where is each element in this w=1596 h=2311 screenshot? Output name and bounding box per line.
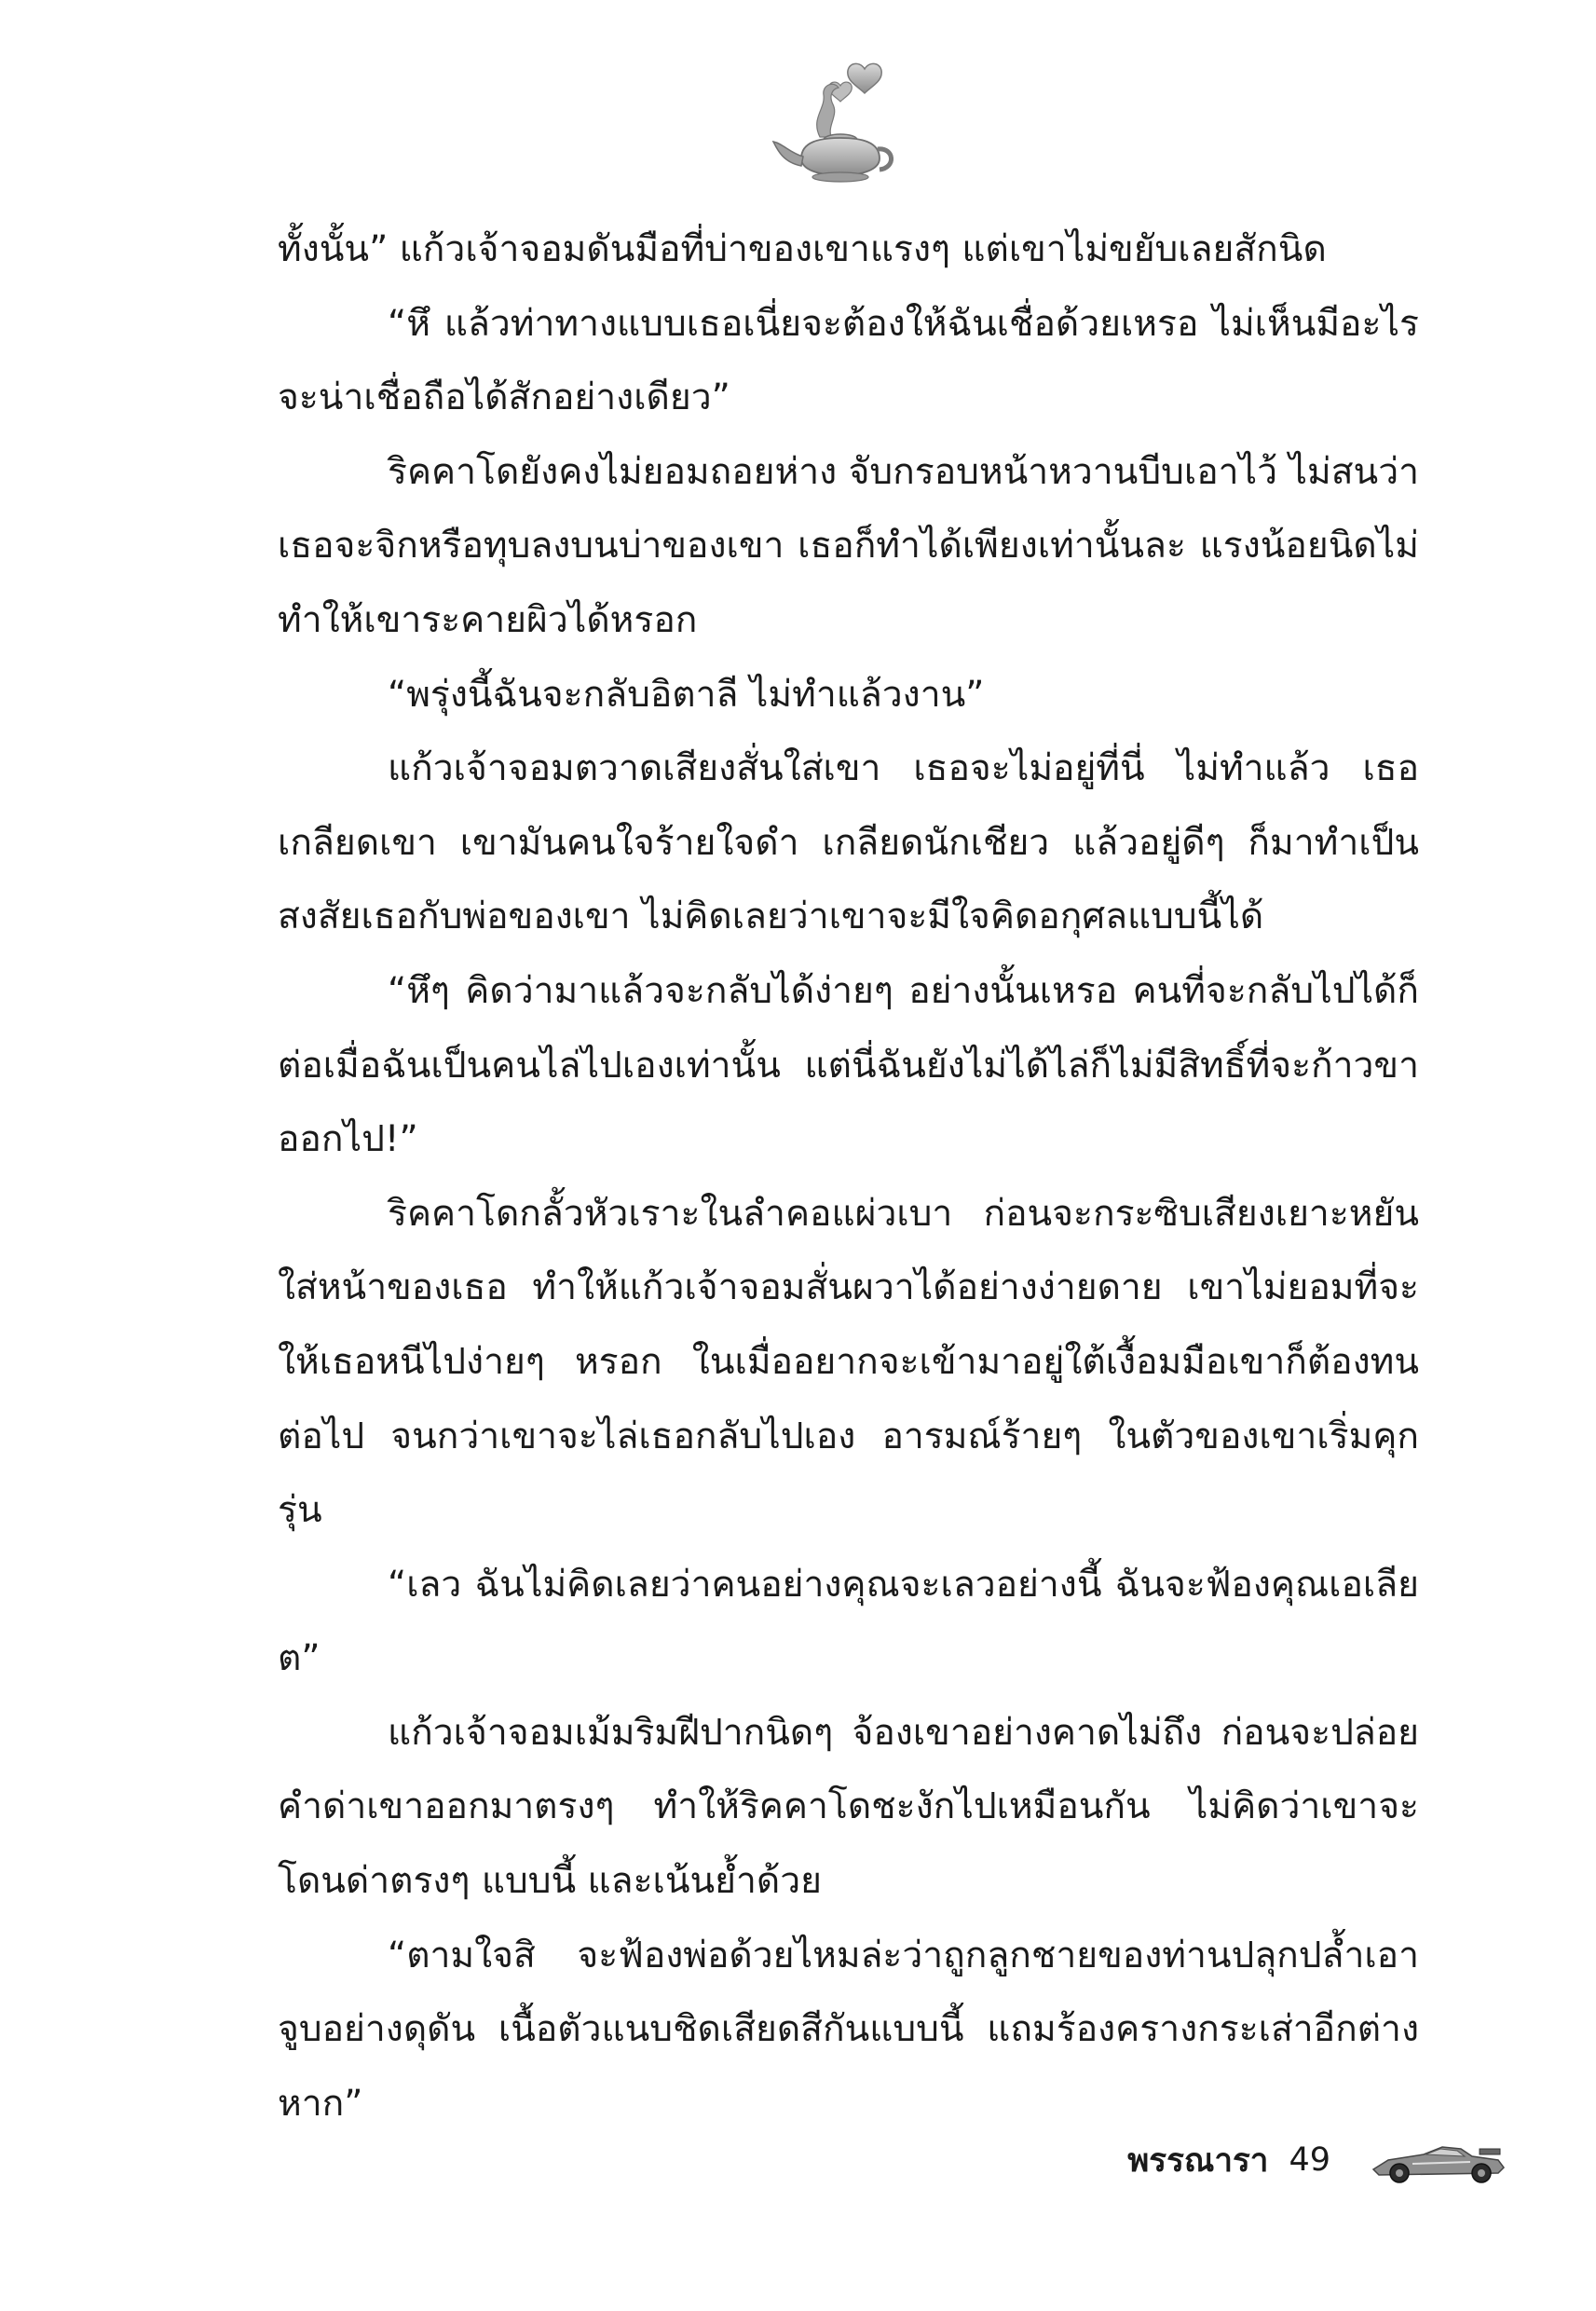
paragraph: “ตามใจสิ จะฟ้องพ่อด้วยไหมล่ะว่าถูกลูกชายของท่านปลุกปล้ำเอาจูบอย่างดุดัน เนื้อตัวแนบชิดเสียดสีกันแบบนี้ แถมร้องครางกระเส่าอีกต่างหาก” [278,1934,1419,2125]
paragraph: แก้วเจ้าจอมเม้มริมฝีปากนิดๆ จ้องเขาอย่างคาดไม่ถึง ก่อนจะปล่อยคำด่าเขาออกมาตรงๆ ทำให้ริคคาโดชะงักไปเหมือนกัน ไม่คิดว่าเขาจะโดนด่าตรงๆ แบบนี้ และเน้นย้ำด้วย [278,1711,1419,1903]
teapot-ornament-icon [764,48,913,188]
running-title: พรรณารา [1127,2141,1269,2180]
paragraph: แก้วเจ้าจอมตวาดเสียงสั่นใส่เขา เธอจะไม่อยู่ที่นี่ ไม่ทำแล้ว เธอเกลียดเขา เขามันคนใจร้ายใจดำ เกลียดนักเชียว แล้วอยู่ดีๆ ก็มาทำเป็นสงสัยเธอกับพ่อของเขา ไม่คิดเลยว่าเขาจะมีใจคิดอกุศลแบบนี้ได้ [278,747,1419,938]
paragraph: ริคคาโดยังคงไม่ยอมถอยห่าง จับกรอบหน้าหวานบีบเอาไว้ ไม่สนว่าเธอจะจิกหรือทุบลงบนบ่าของเขา เธอก็ทำได้เพียงเท่านั้นละ แรงน้อยนิดไม่ทำให้เขาระคายผิวได้หรอก [278,450,1420,641]
page-number: 49 [1289,2141,1330,2179]
paragraph: “เลว ฉันไม่คิดเลยว่าคนอย่างคุณจะเลวอย่างนี้ ฉันจะฟ้องคุณเอเลียต” [278,1563,1419,1680]
page-footer [1127,2132,1507,2188]
paragraph: “หึ แล้วท่าทางแบบเธอเนี่ยจะต้องให้ฉันเชื่อด้วยเหรอ ไม่เห็นมีอะไรจะน่าเชื่อถือได้สักอย่างเดียว” [278,302,1419,419]
race-car-icon [1368,2136,1507,2184]
paragraph: “หึๆ คิดว่ามาแล้วจะกลับได้ง่ายๆ อย่างนั้นเหรอ คนที่จะกลับไปได้ก็ต่อเมื่อฉันเป็นคนไล่ไปเองเท่านั้น แต่นี่ฉันยังไม่ได้ไล่ก็ไม่มีสิทธิ์ที่จะก้าวขาออกไป!” [278,969,1419,1161]
body-text [278,212,1419,2140]
paragraph: ริคคาโดกลั้วหัวเราะในลำคอแผ่วเบา ก่อนจะกระซิบเสียงเยาะหยันใส่หน้าของเธอ ทำให้แก้วเจ้าจอมสั่นผวาได้อย่างง่ายดาย เขาไม่ยอมที่จะให้เธอหนีไปง่ายๆ หรอก ในเมื่ออยากจะเข้ามาอยู่ใต้เงื้อมมือเขาก็ต้องทนต่อไป จนกว่าเขาจะไล่เธอกลับไปเอง อารมณ์ร้ายๆ ในตัวของเขาเริ่มคุกรุ่น [278,1192,1419,1532]
paragraph: ทั้งนั้น” แก้วเจ้าจอมดันมือที่บ่าของเขาแรงๆ แต่เขาไม่ขยับเลยสักนิด [278,228,1327,270]
paragraph: “พรุ่งนี้ฉันจะกลับอิตาลี ไม่ทำแล้วงาน” [388,673,985,716]
